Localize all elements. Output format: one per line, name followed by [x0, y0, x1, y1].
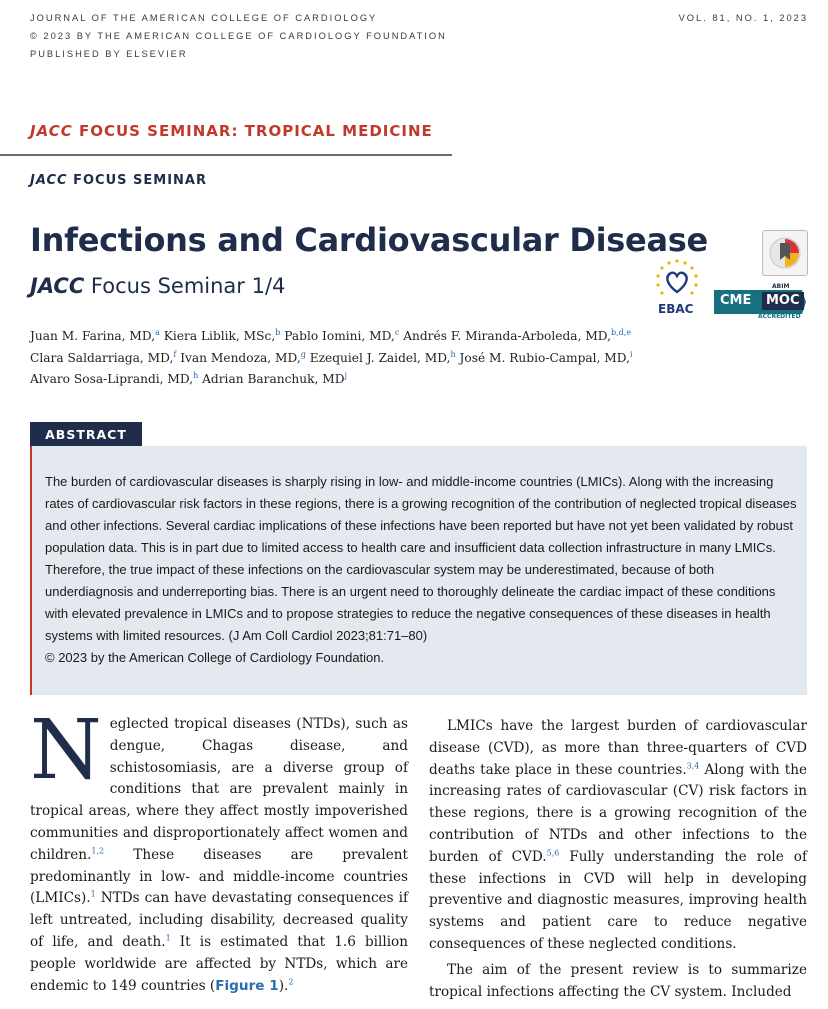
abstract-label: ABSTRACT — [30, 422, 142, 446]
publisher-line: PUBLISHED BY ELSEVIER — [30, 49, 188, 59]
copyright-line: © 2023 BY THE AMERICAN COLLEGE OF CARDIOLOGY FOUNDATION — [30, 31, 447, 41]
moc-label: MOC — [766, 293, 800, 308]
body-column-right — [429, 716, 807, 1003]
paragraph: LMICs have the largest burden of cardiovascular disease (CVD), as more than three-quarters of CVD deaths take place in these countries.$^{3,4}$ Along with the increasing rates of cardiovascular (CV) risk factors in these regions, there is a growing recognition of the contribution of NTDs and other infections to the burden of CVD.$^{5,6}$ Fully understanding the role of these infections in CVD will help in developing preventive and diagnostic measures, improving health systems and patient care to reduce negative consequences of these neglected conditions. — [429, 718, 807, 952]
volume-info: VOL. 81, NO. 1, 2023 — [678, 13, 808, 23]
series-heading: JACC FOCUS SEMINAR: TROPICAL MEDICINE — [30, 122, 433, 140]
ebac-badge — [652, 258, 702, 318]
journal-name: JOURNAL OF THE AMERICAN COLLEGE OF CARDIOLOGY — [30, 13, 378, 23]
article-subtitle: JACC Focus Seminar 1/4 — [30, 274, 286, 298]
cme-moc-badge — [712, 282, 808, 322]
ebac-heart-icon — [652, 258, 702, 302]
article-title: Infections and Cardiovascular Disease — [30, 221, 708, 259]
drop-cap: N — [30, 703, 102, 798]
author-line-3: Alvaro Sosa-Liprandi, MD,$^h$ Adrian Baranchuk, $MD^j$ — [30, 370, 347, 386]
author-line-1: Juan M. Farina, MD,$^a$ Kiera Liblik, MSc,$^b$ Pablo Iomini, MD,$^c$ Andrés F. Miranda-Arboleda, MD,$^{b,d,e}$ — [30, 327, 632, 343]
author-line-2: Clara Saldarriaga, MD,$^f$ Ivan Mendoza, MD,$^g$ Ezequiel J. Zaidel, MD,$^h$ José M. Rubio-Campal, MD,$^i$ — [30, 349, 633, 365]
body-column-left: Neglected tropical diseases (NTDs), such as dengue, Chagas disease, and schistosomiasis, are a diverse group of conditions that are prevalent mainly in tropical areas, where they affect mostly impoverished communities and disproportionately affect women and children.$^{1,2}$ These diseases are prevalent predominantly in low- and middle-income countries (LMICs).$^1$ NTDs can have devastating consequences if left untreated, including disability, decreased quality of life, and death.$^1$ It is estimated that 1.6 billion people worldwide are affected by NTDs, which are endemic to 149 countries (Figure 1).$^2$ — [30, 703, 408, 994]
abim-label: ABIM — [772, 283, 790, 290]
ebac-label: EBAC — [658, 302, 694, 316]
accredited-label: ACCREDITED — [758, 313, 801, 320]
paragraph: The aim of the present review is to summarize tropical infections affecting the CV system. Included — [429, 961, 807, 1000]
crossmark-icon[interactable] — [762, 230, 808, 276]
series-divider — [0, 154, 452, 156]
section-label: JACC FOCUS SEMINAR — [30, 173, 208, 188]
author-list — [30, 326, 700, 391]
cme-label: CME — [720, 293, 752, 308]
abstract-copyright: © 2023 by the American College of Cardiology Foundation. — [45, 650, 385, 665]
abstract-text: The burden of cardiovascular diseases is sharply rising in low- and middle-income countries (LMICs). Along with the increasing rates of cardiovascular risk factors in these regions, there is a growing recognition of the contribution of neglected tropical diseases and other infections. Several cardiac implications of these infections have been reported but have not yet been validated by robust population data. This is in part due to limited access to health care and insufficient data collection infrastructure in many LMICs. Therefore, the true impact of these infections on the cardiovascular system may be underestimated, because of both underdiagnosis and underreporting bias. There is an urgent need to thoroughly delineate the cardiac impact of these conditions with elevated prevalence in LMICs and to propose strategies to reduce the negative consequences of these diseases in health systems with limited resources. (J Am Coll Cardiol 2023;81:71–80) © 2023 by the American College of Cardiology Foundation. — [45, 474, 797, 665]
figure-1-link[interactable]: Figure 1 — [215, 977, 279, 994]
